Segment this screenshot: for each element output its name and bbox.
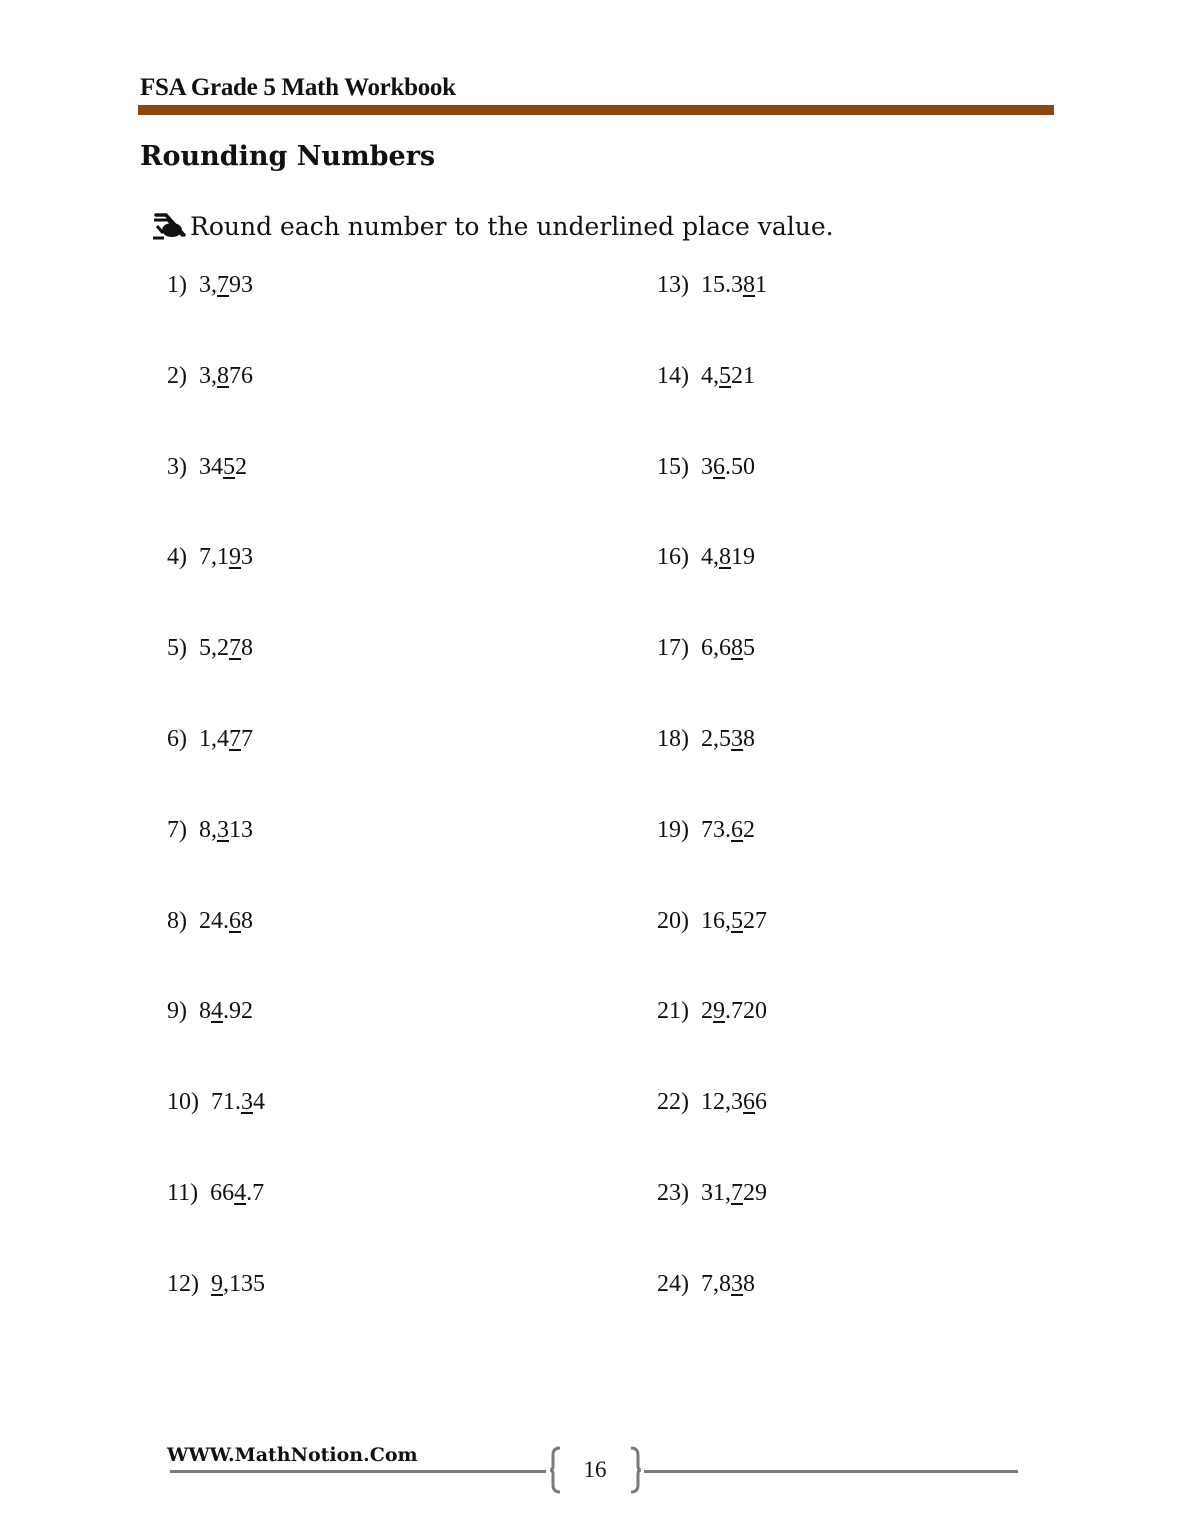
underlined-digit: 7 bbox=[217, 272, 229, 298]
underlined-digit: 7 bbox=[229, 635, 241, 662]
problem-value bbox=[701, 544, 755, 571]
underlined-digit: 8 bbox=[719, 544, 731, 571]
value-trailing-digits: 5 bbox=[743, 635, 755, 662]
value-trailing-digits: .50 bbox=[725, 453, 755, 480]
value-trailing-digits: 21 bbox=[731, 362, 755, 389]
problem-item bbox=[657, 272, 767, 299]
value-trailing-digits: .7 bbox=[246, 1180, 265, 1206]
problem-number: 3) bbox=[167, 453, 187, 480]
problem-number: 20) bbox=[657, 907, 689, 934]
value-trailing-digits: 76 bbox=[229, 362, 253, 389]
problem-number: 21) bbox=[657, 998, 689, 1025]
problem-number: 16) bbox=[657, 544, 689, 571]
problem-item bbox=[657, 635, 755, 662]
pencil-icon bbox=[150, 211, 188, 241]
problem-item bbox=[167, 454, 247, 481]
underlined-digit: 5 bbox=[223, 453, 235, 480]
value-trailing-digits: .720 bbox=[725, 998, 767, 1025]
value-leading-digits: 15.3 bbox=[701, 272, 743, 298]
underlined-digit: 3 bbox=[731, 726, 743, 752]
problem-value bbox=[211, 1271, 265, 1298]
problem-value bbox=[701, 998, 767, 1025]
problem-value bbox=[701, 1271, 755, 1298]
problem-item bbox=[167, 908, 253, 935]
problem-value bbox=[701, 908, 767, 935]
value-leading-digits: 73. bbox=[701, 816, 731, 843]
value-leading-digits: 66 bbox=[210, 1180, 235, 1206]
problem-item bbox=[657, 998, 767, 1025]
problem-item bbox=[657, 544, 755, 571]
problem-item bbox=[167, 1271, 265, 1298]
problem-number: 5) bbox=[167, 635, 187, 662]
problem-value bbox=[199, 998, 253, 1025]
underlined-digit: 3 bbox=[731, 1270, 743, 1297]
problem-number: 2) bbox=[167, 362, 187, 389]
problem-value bbox=[701, 454, 755, 481]
underlined-digit: 6 bbox=[731, 816, 743, 843]
problem-item bbox=[167, 635, 253, 662]
problem-number: 13) bbox=[657, 272, 689, 298]
value-leading-digits: 12,3 bbox=[701, 1089, 743, 1116]
problem-number: 8) bbox=[167, 907, 187, 934]
problem-value bbox=[199, 726, 253, 753]
underlined-digit: 5 bbox=[719, 362, 731, 389]
problem-value bbox=[211, 1089, 265, 1116]
problem-number: 15) bbox=[657, 453, 689, 480]
value-trailing-digits: 4 bbox=[253, 1089, 265, 1116]
problem-item bbox=[167, 363, 253, 390]
underlined-digit: 8 bbox=[731, 635, 743, 662]
underlined-digit: 3 bbox=[217, 816, 229, 843]
problem-item bbox=[167, 726, 253, 753]
value-leading-digits: 8, bbox=[199, 816, 217, 843]
value-trailing-digits: ,135 bbox=[223, 1270, 265, 1297]
problem-number: 22) bbox=[657, 1089, 689, 1116]
problem-item bbox=[657, 363, 755, 390]
problem-item bbox=[657, 726, 755, 753]
value-leading-digits: 71. bbox=[211, 1089, 241, 1116]
problem-value bbox=[701, 726, 755, 753]
problem-value bbox=[199, 454, 247, 481]
problem-number: 19) bbox=[657, 816, 689, 843]
problem-number: 17) bbox=[657, 635, 689, 662]
problem-number: 18) bbox=[657, 726, 689, 752]
problem-item bbox=[657, 817, 755, 844]
problem-value bbox=[701, 272, 767, 299]
value-leading-digits: 1,4 bbox=[199, 726, 229, 752]
underlined-digit: 6 bbox=[713, 453, 725, 480]
problem-value bbox=[701, 363, 755, 390]
page-number: 16 bbox=[583, 1457, 607, 1482]
problem-number: 24) bbox=[657, 1270, 689, 1297]
problem-number: 14) bbox=[657, 362, 689, 389]
underlined-digit: 9 bbox=[713, 998, 725, 1025]
problem-item bbox=[657, 454, 755, 481]
underlined-digit: 8 bbox=[217, 362, 229, 389]
section-title: Rounding Numbers bbox=[140, 141, 436, 172]
problem-number: 1) bbox=[167, 272, 187, 298]
problem-number: 11) bbox=[167, 1180, 199, 1206]
footer-website: WWW.MathNotion.Com bbox=[167, 1444, 418, 1466]
value-leading-digits: 7,1 bbox=[199, 544, 229, 571]
value-trailing-digits: 1 bbox=[755, 272, 767, 298]
problem-number: 6) bbox=[167, 726, 187, 752]
underlined-digit: 6 bbox=[743, 1089, 755, 1116]
underlined-digit: 7 bbox=[731, 1180, 743, 1206]
value-trailing-digits: 93 bbox=[229, 272, 253, 298]
page-footer bbox=[0, 1440, 1190, 1500]
value-trailing-digits: 8 bbox=[743, 726, 755, 752]
value-leading-digits: 34 bbox=[199, 453, 223, 480]
footer-rule-right bbox=[644, 1470, 1018, 1473]
problem-item bbox=[657, 908, 767, 935]
header-rule bbox=[138, 105, 1054, 115]
underlined-digit: 7 bbox=[229, 726, 241, 752]
underlined-digit: 8 bbox=[743, 272, 755, 298]
instruction-text: Round each number to the underlined place value. bbox=[190, 211, 834, 241]
value-trailing-digits: 3 bbox=[241, 544, 253, 571]
value-leading-digits: 31, bbox=[701, 1180, 731, 1206]
value-leading-digits: 24. bbox=[199, 907, 229, 934]
value-leading-digits: 5,2 bbox=[199, 635, 229, 662]
value-trailing-digits: 27 bbox=[743, 907, 767, 934]
problem-item bbox=[167, 817, 253, 844]
problem-value bbox=[701, 1089, 767, 1116]
value-leading-digits: 8 bbox=[199, 998, 211, 1025]
underlined-digit: 9 bbox=[229, 544, 241, 571]
value-trailing-digits: 13 bbox=[229, 816, 253, 843]
problem-number: 12) bbox=[167, 1270, 199, 1297]
problem-value bbox=[701, 635, 755, 662]
problem-item bbox=[167, 272, 253, 299]
problem-value bbox=[199, 544, 253, 571]
problem-value bbox=[199, 363, 253, 390]
problem-value bbox=[199, 908, 253, 935]
underlined-digit: 9 bbox=[211, 1270, 223, 1297]
underlined-digit: 4 bbox=[211, 998, 223, 1025]
problem-number: 4) bbox=[167, 544, 187, 571]
value-leading-digits: 7,8 bbox=[701, 1270, 731, 1297]
problem-number: 10) bbox=[167, 1089, 199, 1116]
footer-rule-left bbox=[170, 1470, 546, 1473]
underlined-digit: 6 bbox=[229, 907, 241, 934]
value-leading-digits: 6,6 bbox=[701, 635, 731, 662]
problem-number: 23) bbox=[657, 1180, 689, 1206]
problem-item bbox=[167, 998, 253, 1025]
problem-value bbox=[701, 817, 755, 844]
problem-item bbox=[657, 1089, 767, 1116]
underlined-digit: 4 bbox=[234, 1180, 247, 1206]
problem-value bbox=[701, 1180, 767, 1207]
problem-item bbox=[657, 1271, 755, 1298]
value-trailing-digits: 19 bbox=[731, 544, 755, 571]
problem-item bbox=[167, 1180, 264, 1207]
value-leading-digits: 3, bbox=[199, 362, 217, 389]
problem-item bbox=[167, 1089, 265, 1116]
instruction bbox=[150, 211, 834, 241]
problem-item bbox=[657, 1180, 767, 1207]
value-leading-digits: 3, bbox=[199, 272, 217, 298]
value-trailing-digits: 8 bbox=[241, 635, 253, 662]
problem-item bbox=[167, 544, 253, 571]
problem-value bbox=[199, 272, 253, 299]
value-trailing-digits: 2 bbox=[235, 453, 247, 480]
value-leading-digits: 3 bbox=[701, 453, 713, 480]
value-leading-digits: 4, bbox=[701, 362, 719, 389]
problem-number: 7) bbox=[167, 816, 187, 843]
right-brace-icon bbox=[628, 1446, 642, 1494]
value-trailing-digits: 7 bbox=[241, 726, 253, 752]
underlined-digit: 3 bbox=[241, 1089, 253, 1116]
workbook-title: FSA Grade 5 Math Workbook bbox=[140, 74, 456, 101]
value-trailing-digits: 6 bbox=[755, 1089, 767, 1116]
value-trailing-digits: 29 bbox=[743, 1180, 767, 1206]
value-leading-digits: 16, bbox=[701, 907, 731, 934]
value-trailing-digits: .92 bbox=[223, 998, 253, 1025]
left-brace-icon bbox=[549, 1446, 563, 1494]
problem-value bbox=[199, 817, 253, 844]
value-trailing-digits: 2 bbox=[743, 816, 755, 843]
value-trailing-digits: 8 bbox=[241, 907, 253, 934]
value-leading-digits: 2 bbox=[701, 998, 713, 1025]
underlined-digit: 5 bbox=[731, 907, 743, 934]
value-leading-digits: 4, bbox=[701, 544, 719, 571]
problem-number: 9) bbox=[167, 998, 187, 1025]
value-leading-digits: 2,5 bbox=[701, 726, 731, 752]
problem-value bbox=[210, 1180, 264, 1207]
value-trailing-digits: 8 bbox=[743, 1270, 755, 1297]
problem-value bbox=[199, 635, 253, 662]
